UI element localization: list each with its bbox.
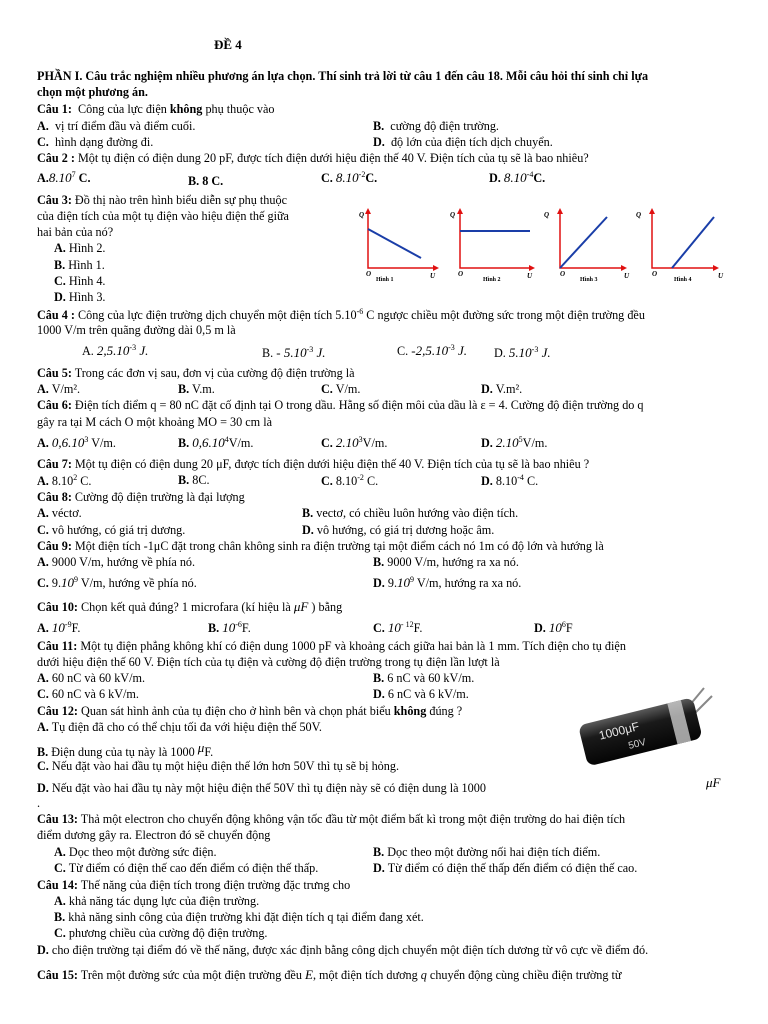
q1-option-d[interactable]: D. độ lớn của điện tích dịch chuyển.	[373, 135, 553, 149]
capacitor-image	[574, 684, 734, 764]
q12-option-d-unit: μF	[706, 775, 721, 790]
question-8: Câu 8: Cường độ điện trường là đại lượng	[37, 490, 245, 504]
q10-option-d[interactable]: D. $10^6F$	[534, 620, 573, 636]
q6-option-c[interactable]: C. 2.10$^3$V/m.	[321, 435, 388, 451]
q11-option-a[interactable]: A. 60 nC và 60 kV/m.	[37, 671, 146, 685]
graph-4-caption: Hình 4	[674, 277, 692, 283]
graph-3-axis-y-label: Q	[544, 211, 550, 219]
graph-1-y-arrow	[365, 208, 371, 214]
graph-3-line	[560, 217, 607, 268]
graph-1-origin-label: O	[366, 270, 372, 278]
q8-option-d[interactable]: D. vô hướng, có giá trị dương hoặc âm.	[302, 523, 495, 537]
graph-3-origin-label: O	[560, 270, 566, 278]
capacitor-label-capacitance: 1000μF	[597, 719, 641, 743]
q12-option-b[interactable]: B. Điện dung của tụ này là 1000 μF.	[37, 740, 214, 759]
q13-option-d[interactable]: D. Từ điểm có điện thế thấp đến điểm có điện thế cao.	[373, 861, 638, 875]
graph-4-origin-label: O	[652, 270, 658, 278]
q12-option-a[interactable]: A. Tụ điện đã cho có thể chịu tối đa với hiệu điện thế 50V.	[37, 720, 322, 734]
graph-4-x-arrow	[713, 265, 719, 271]
question-14: Câu 14: Thế năng của điện tích trong điện trường đặc trưng cho	[37, 878, 351, 892]
q8-option-b[interactable]: B. vectơ, có chiều luôn hướng vào điện tích.	[302, 506, 519, 520]
q3-option-d[interactable]: D. Hình 3.	[54, 290, 106, 304]
q8-option-a[interactable]: A. véctơ.	[37, 506, 82, 520]
question-1	[37, 103, 275, 115]
graph-2-axes	[460, 211, 532, 268]
q2-option-d[interactable]: D. $8.10^{-4}C$.	[489, 170, 546, 186]
q12-option-d[interactable]: D. Nếu đặt vào hai đầu tụ này một hiệu điện thế 50V thì tụ điện này sẽ có điện dung là 1000	[37, 781, 486, 795]
question-9: Câu 9: Một điện tích -1μC đặt trong chân không sinh ra điện trường tại một điểm cách nó 1m có độ lớn và hướng là	[37, 539, 604, 553]
q5-option-b[interactable]: B. V.m.	[178, 382, 215, 396]
q6-option-a[interactable]: A. 0,6.10$^3$ V/m.	[37, 435, 116, 451]
q9-option-b[interactable]: B. 9000 V/m, hướng ra xa nó.	[373, 555, 519, 569]
graph-1-caption: Hình 1	[376, 277, 394, 283]
part-heading-line-2: chọn một phương án.	[37, 85, 148, 99]
graph-4-axis-y-label: Q	[636, 211, 642, 219]
graph-2-y-arrow	[457, 208, 463, 214]
question-3-line-2: của điện tích của một tụ điện vào hiệu điện thế giữa	[37, 209, 289, 223]
question-11-line-1: Câu 11: Một tụ điện phẳng không khí có điện dung 1000 pF và khoảng cách giữa hai bản là 1 mm. Tích điện cho tụ điện	[37, 639, 626, 653]
question-12: Câu 12: Quan sát hình ảnh của tụ điện cho ở hình bên và chọn phát biểu không đúng ?	[37, 704, 463, 718]
question-13-line-1: Câu 13: Thả một electron cho chuyển động không vận tốc đầu từ một điểm bất kì trong một điện trường do hai điện tích	[37, 812, 626, 826]
q1-emph: không	[169, 102, 203, 116]
q7-option-d[interactable]: D. $8.10^{-4}$ C.	[481, 473, 539, 489]
graph-3-x-arrow	[621, 265, 627, 271]
q11-option-d[interactable]: D. 6 nC và 6 kV/m.	[373, 687, 469, 701]
q2-option-b[interactable]: B. 8 C.	[188, 174, 224, 188]
q7-option-a[interactable]: A. 8.10$^2$ C.	[37, 473, 92, 489]
graph-3-y-arrow	[557, 208, 563, 214]
q6-option-b[interactable]: B. 0,6.10$^4$V/m.	[178, 435, 254, 451]
graph-3-caption: Hình 3	[580, 277, 598, 283]
q14-option-a[interactable]: A. khả năng tác dụng lực của điện trường.	[54, 894, 260, 908]
q3-option-c[interactable]: C. Hình 4.	[54, 274, 106, 288]
question-4-line-1: Câu 4 : Công của lực điện trường dịch chuyển một điện tích $5.10^{-6}$ C ngược chiều một đường sức trong một điện trường đều	[37, 307, 645, 323]
q5-option-d[interactable]: D. V.m².	[481, 382, 523, 396]
question-11-line-2: dưới hiệu điện thế 60 V. Điện tích của tụ điện và cường độ điện trường trong tụ điện lần lượt là	[37, 655, 500, 669]
q8-option-c[interactable]: C. vô hướng, có giá trị dương.	[37, 523, 186, 537]
question-7: Câu 7: Một tụ điện có điện dung 20 μF, được tích điện dưới hiệu điện thế 40 V. Điện tích của tụ sẽ là bao nhiêu ?	[37, 457, 590, 471]
q7-option-b[interactable]: B. 8C.	[178, 473, 210, 487]
question-15: Câu 15: Trên một đường sức của một điện trường đều E, một điện tích dương q chuyển động cùng chiều điện trường từ	[37, 967, 622, 982]
q14-option-c[interactable]: C. phương chiều của cường độ điện trường.	[54, 926, 268, 940]
q11-option-b[interactable]: B. 6 nC và 60 kV/m.	[373, 671, 475, 685]
question-5: Câu 5: Trong các đơn vị sau, đơn vị của cường độ điện trường là	[37, 366, 355, 380]
q9-option-c[interactable]: C. 9.10$^9$ V/m, hướng về phía nó.	[37, 575, 197, 591]
q1-text-c: phụ thuộc vào	[202, 102, 275, 116]
question-6-line-1: Câu 6: Điện tích điểm q = 80 nC đặt cố định tại O trong dầu. Hằng số điện môi của dầu là ε = 4. Cường độ điện trường do q	[37, 398, 644, 412]
graph-1-axis-x-label: U	[430, 272, 436, 280]
graph-4-line	[672, 217, 714, 268]
q13-option-a[interactable]: A. Dọc theo một đường sức điện.	[54, 845, 217, 859]
q1-label: Câu 1:	[37, 102, 72, 116]
q10-option-b[interactable]: B. $10^{-6}F$.	[208, 620, 251, 636]
q4-option-c[interactable]: C. $-2,5.10^{-3}$ J.	[397, 343, 468, 359]
graph-hinh-4	[630, 205, 730, 283]
graph-1-axes	[368, 211, 436, 268]
question-2: Câu 2 : Một tụ điện có điện dung 20 pF, được tích điện dưới hiệu điện thế 40 V. Điện tích của tụ sẽ là bao nhiêu?	[37, 151, 589, 165]
q12-option-d-dot: .	[37, 796, 41, 810]
q4-option-d[interactable]: D. $5.10^{-3}$ J.	[494, 345, 551, 361]
q12-option-c[interactable]: C. Nếu đặt vào hai đầu tụ một hiệu điện thế lớn hơn 50V thì tụ sẽ bị hỏng.	[37, 759, 399, 773]
graph-2-axis-y-label: Q	[450, 211, 456, 219]
q10-option-c[interactable]: C. $10^{- 12}F$.	[373, 620, 423, 636]
q9-option-d[interactable]: D. 9.10$^9$ V/m, hướng ra xa nó.	[373, 575, 522, 591]
graph-4-axes	[652, 211, 716, 268]
graph-hinh-1	[360, 205, 440, 283]
graph-2-axis-x-label: U	[527, 272, 533, 280]
exam-title: ĐỀ 4	[214, 37, 242, 52]
graph-4-axis-x-label: U	[718, 272, 724, 280]
q6-option-d[interactable]: D. 2.10$^5$V/m.	[481, 435, 548, 451]
graph-1-line	[368, 229, 421, 258]
q1-option-c[interactable]: C. hình dạng đường đi.	[37, 135, 154, 149]
part-heading-line-1: PHẦN I. Câu trắc nghiệm nhiều phương án lựa chọn. Thí sinh trả lời từ câu 1 đến câu 18. Mỗi câu hỏi thí sinh chỉ lựa	[37, 69, 649, 83]
graph-hinh-2	[450, 205, 540, 283]
question-6-line-2: gây ra tại M cách O một khoảng MO = 30 cm là	[37, 415, 272, 429]
q13-option-c[interactable]: C. Từ điểm có điện thế cao đến điểm có điện thế thấp.	[54, 861, 319, 875]
question-13-line-2: điểm dương gây ra. Electron đó sẽ chuyển động	[37, 828, 271, 842]
graph-2-caption: Hình 2	[483, 277, 501, 283]
capacitor-label-voltage: 50V	[627, 736, 648, 752]
q1-option-a[interactable]: A. vị trí điểm đầu và điểm cuối.	[37, 119, 196, 133]
question-10: Câu 10: Chọn kết quả đúng? 1 microfara (kí hiệu là μF ) bằng	[37, 599, 343, 614]
graph-3-axis-x-label: U	[624, 272, 630, 280]
graph-4-y-arrow	[649, 208, 655, 214]
q5-option-c[interactable]: C. V/m.	[321, 382, 361, 396]
q14-option-b[interactable]: B. khả năng sinh công của điện trường khi đặt điện tích q tại điểm đang xét.	[54, 910, 424, 924]
q4-option-a[interactable]: A. $2,5.10^{-3}$ J.	[82, 343, 149, 359]
q3-option-a[interactable]: A. Hình 2.	[54, 241, 106, 255]
question-4-line-2: 1000 V/m trên quãng đường dài 0,5 m là	[37, 323, 236, 337]
q2-option-c[interactable]: C. $8.10^{-2}C$.	[321, 170, 378, 186]
q9-option-a[interactable]: A. 9000 V/m, hướng về phía nó.	[37, 555, 196, 569]
q10-option-a[interactable]: A. $10^{-9}F$.	[37, 620, 81, 636]
q2-option-a[interactable]: A.8.10$^7$ C.	[37, 170, 91, 186]
q13-option-b[interactable]: B. Dọc theo một đường nối hai điện tích điểm.	[373, 845, 601, 859]
q11-option-c[interactable]: C. 60 nC và 6 kV/m.	[37, 687, 139, 701]
graph-2-origin-label: O	[458, 270, 464, 278]
graph-1-axis-y-label: Q	[359, 211, 365, 219]
q7-option-c[interactable]: C. $8.10^{-2}$ C.	[321, 473, 379, 489]
graph-3-axes	[560, 211, 624, 268]
q1-option-b[interactable]: B. cường độ điện trường.	[373, 119, 499, 133]
q3-option-b[interactable]: B. Hình 1.	[54, 258, 105, 272]
question-3-line-3: hai bản của nó?	[37, 225, 114, 239]
graph-hinh-3	[540, 205, 630, 283]
q1-text-a: Công của lực điện	[77, 102, 170, 116]
q5-option-a[interactable]: A. V/m².	[37, 382, 81, 396]
q14-option-d[interactable]: D. cho điện trường tại điểm đó về thế năng, được xác định bằng công dịch chuyển một điện tích dương từ vô cực về điểm đó.	[37, 943, 649, 957]
q4-option-b[interactable]: B. - $5.10^{-3}$ J.	[262, 345, 326, 361]
question-3-line-1: Câu 3: Đồ thị nào trên hình biểu diễn sự phụ thuộc	[37, 193, 287, 207]
graph-2-x-arrow	[529, 265, 535, 271]
graph-1-x-arrow	[433, 265, 439, 271]
